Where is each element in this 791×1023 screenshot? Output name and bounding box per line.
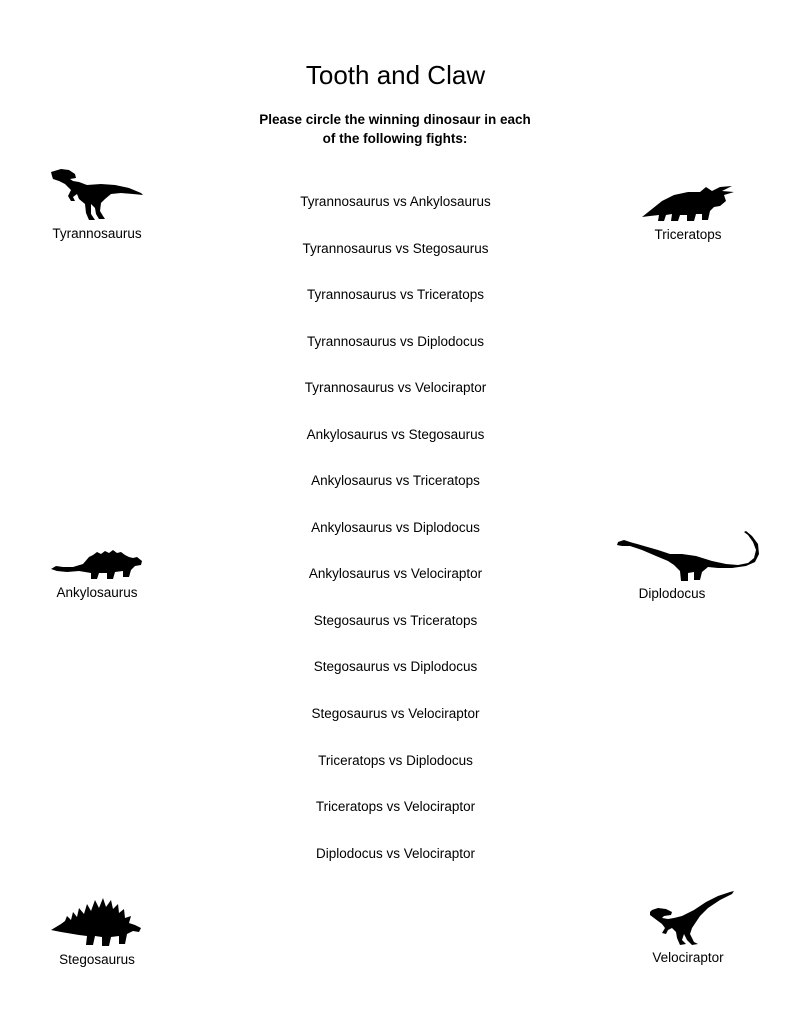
dino-stegosaurus — [37, 894, 157, 967]
dino-tyrannosaurus — [37, 166, 157, 241]
fight-item[interactable]: Stegosaurus vs Triceratops — [313, 612, 478, 628]
dino-name: Tyrannosaurus — [52, 226, 142, 241]
dino-name: Triceratops — [654, 227, 722, 242]
dino-name: Diplodocus — [638, 586, 706, 601]
fight-item[interactable]: Ankylosaurus vs Triceratops — [311, 473, 480, 489]
stegosaurus-silhouette-icon — [49, 894, 145, 950]
dino-name: Stegosaurus — [59, 952, 135, 967]
fight-item[interactable]: Tyrannosaurus vs Triceratops — [306, 287, 485, 303]
dino-name: Velociraptor — [652, 950, 724, 965]
fight-item[interactable]: Triceratops vs Velociraptor — [315, 799, 476, 815]
fight-item[interactable]: Ankylosaurus vs Diplodocus — [311, 519, 480, 535]
page-title: Tooth and Claw — [305, 60, 486, 90]
fight-item[interactable]: Stegosaurus vs Diplodocus — [313, 659, 478, 675]
dino-velociraptor — [628, 888, 748, 965]
dino-diplodocus — [612, 528, 732, 601]
fight-item[interactable]: Tyrannosaurus vs Ankylosaurus — [300, 194, 491, 209]
fight-item[interactable]: Ankylosaurus vs Velociraptor — [308, 566, 483, 582]
fight-item[interactable]: Tyrannosaurus vs Diplodocus — [306, 333, 485, 349]
dino-ankylosaurus — [37, 545, 157, 600]
dino-name: Ankylosaurus — [56, 585, 138, 600]
instructions — [245, 110, 545, 148]
instructions-line-2: of the following fights: — [322, 131, 468, 146]
triceratops-silhouette-icon — [640, 183, 736, 225]
tyrannosaurus-silhouette-icon — [49, 166, 145, 224]
fight-item[interactable]: Diplodocus vs Velociraptor — [315, 845, 476, 861]
fight-item[interactable]: Triceratops vs Diplodocus — [318, 752, 473, 768]
velociraptor-silhouette-icon — [640, 888, 736, 948]
ankylosaurus-silhouette-icon — [49, 545, 145, 583]
fight-item[interactable]: Tyrannosaurus vs Velociraptor — [304, 380, 487, 396]
fight-item[interactable]: Ankylosaurus vs Stegosaurus — [306, 426, 485, 442]
instructions-line-1: Please circle the winning dinosaur in each — [259, 112, 531, 127]
diplodocus-silhouette-icon — [612, 528, 762, 584]
fight-item[interactable]: Stegosaurus vs Velociraptor — [311, 706, 480, 722]
fight-item[interactable]: Tyrannosaurus vs Stegosaurus — [302, 240, 489, 256]
dino-triceratops — [628, 183, 748, 242]
